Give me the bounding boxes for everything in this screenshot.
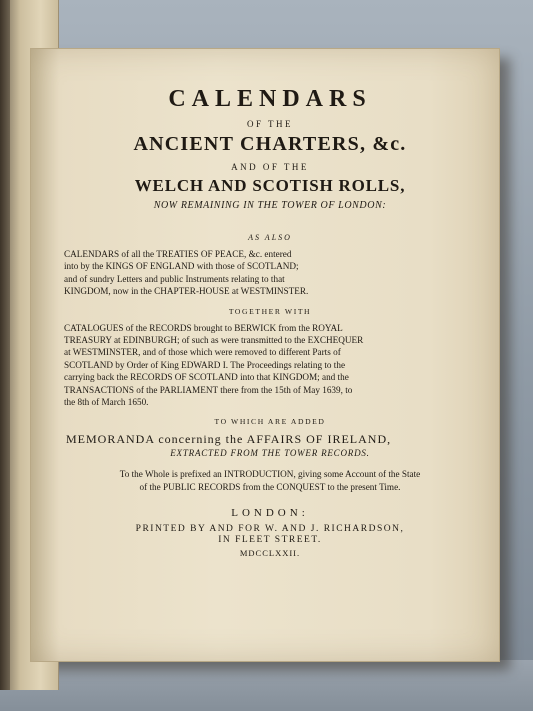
title-of-the: OF THE: [246, 119, 294, 129]
title-ancient-charters: ANCIENT CHARTERS, &c.: [133, 133, 407, 155]
paragraph-line: TRANSACTIONS of the PARLIAMENT there from the 15th of May 1639, to: [64, 384, 353, 395]
imprint-street: IN FLEET STREET.: [218, 535, 322, 546]
book-spine-edge: [0, 0, 10, 690]
paragraph-line: and of sundry Letters and public Instruments relating to that: [64, 273, 285, 284]
paragraph-line: carrying back the RECORDS OF SCOTLAND into that KINGDOM; and the: [64, 372, 349, 383]
paragraph-line: CALENDARS of all the TREATIES OF PEACE, &c. entered: [64, 249, 292, 259]
paragraph-line: To the Whole is prefixed an INTRODUCTION, giving some Account of the State: [119, 469, 421, 480]
paragraph-line: SCOTLAND by Order of King EDWARD I. The Proceedings relating to the: [64, 359, 346, 370]
paragraph-line: CATALOGUES of the RECORDS brought to BERWICK from the ROYAL: [64, 322, 343, 333]
as-also-label: AS ALSO: [248, 233, 292, 242]
imprint-city: LONDON:: [231, 507, 309, 520]
extracted-line: EXTRACTED FROM THE TOWER RECORDS.: [170, 448, 370, 459]
title-and-of-the: AND OF THE: [231, 162, 309, 172]
together-with-label: TOGETHER WITH: [228, 306, 312, 316]
title-page-text: [58, 80, 482, 558]
paragraph-line: KINGDOM, now in the CHAPTER-HOUSE at WESTMINSTER.: [64, 286, 309, 297]
paragraph-line: at WESTMINSTER, and of those which were removed to different Parts of: [64, 347, 341, 358]
title-tower-of-london: NOW REMAINING IN THE TOWER OF LONDON:: [153, 200, 387, 211]
title-welch-scotish-rolls: WELCH AND SCOTISH ROLLS,: [134, 176, 406, 195]
imprint-printer: PRINTED BY AND FOR W. AND J. RICHARDSON,: [135, 524, 405, 535]
paragraph-line: of the PUBLIC RECORDS from the CONQUEST to the present Time.: [139, 481, 401, 492]
imprint-date: MDCCLXXII.: [239, 548, 301, 559]
to-which-are-added-label: TO WHICH ARE ADDED: [214, 417, 326, 427]
memoranda-line: MEMORANDA concerning the AFFAIRS OF IRELAND,: [66, 432, 392, 447]
introduction-paragraph: [58, 468, 482, 493]
paragraph-line: into by the KINGS OF ENGLAND with those of SCOTLAND;: [64, 261, 299, 272]
paragraph-line: TREASURY at EDINBURGH; of such as were transmitted to the EXCHEQUER: [64, 335, 364, 346]
main-title: CALENDARS: [168, 86, 372, 112]
paragraph-line: the 8th of March 1650.: [64, 397, 149, 408]
treaties-paragraph: [58, 248, 482, 298]
catalogues-paragraph: [58, 322, 482, 409]
